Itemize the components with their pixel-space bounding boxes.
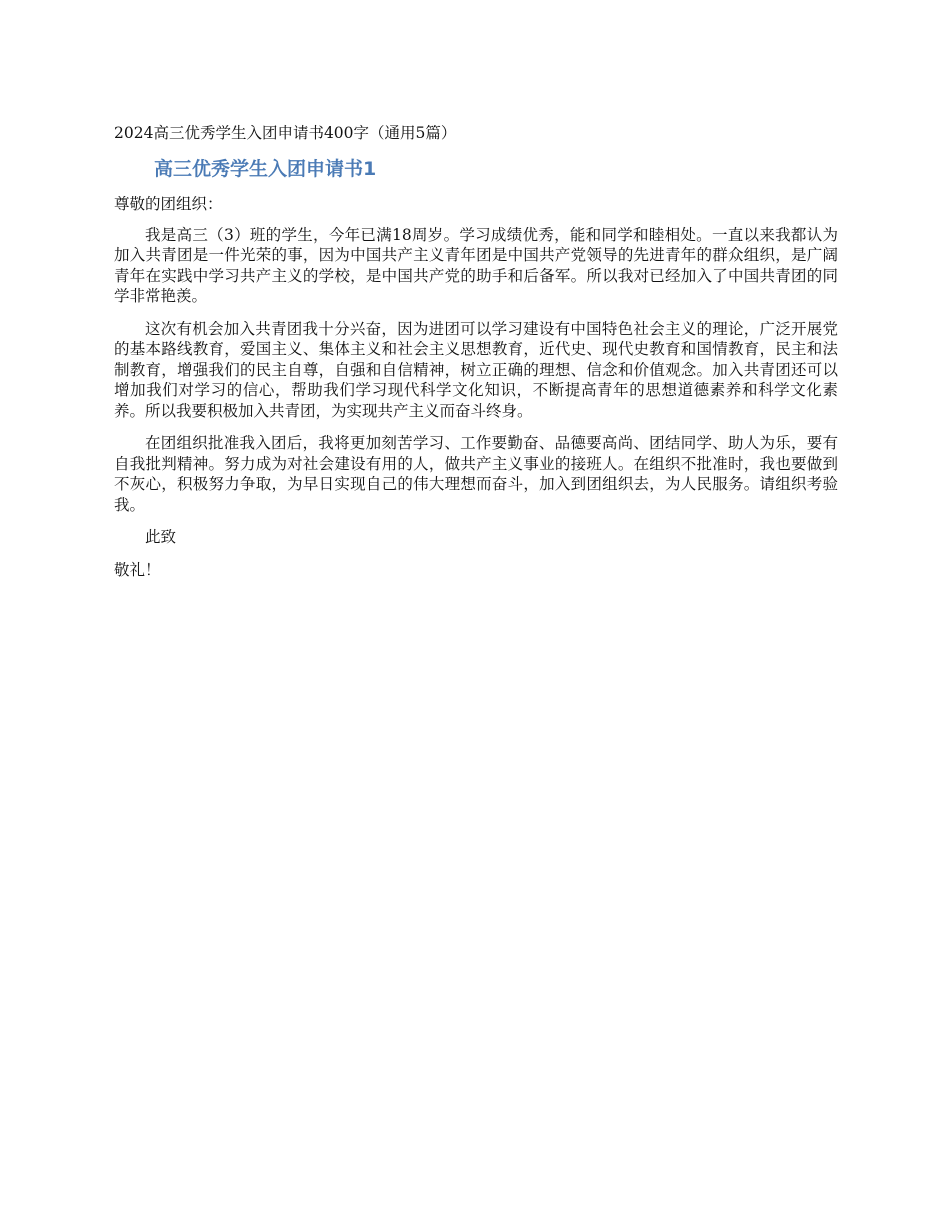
document-title: 2024高三优秀学生入团申请书400字（通用5篇） [114, 124, 457, 142]
body-paragraph-1: 我是高三（3）班的学生，今年已满18周岁。学习成绩优秀，能和同学和睦相处。一直以来我都认为加入共青团是一件光荣的事，因为中国共产主义青年团是中国共产党领导的先进青年的群众组织，是广阔青年在实践中学习共产主义的学校，是中国共产党的助手和后备军。所以我对已经加入了中国共青团的同学非常艳羡。 [114, 225, 838, 305]
document-page [114, 122, 838, 580]
regards-line: 敬礼！ [114, 560, 161, 579]
section-heading: 高三优秀学生入团申请书1 [154, 158, 377, 180]
salutation: 尊敬的团组织： [114, 195, 223, 213]
body-paragraph-3: 在团组织批准我入团后，我将更加刻苦学习、工作要勤奋、品德要高尚、团结同学、助人为乐，要有自我批判精神。努力成为对社会建设有用的人，做共产主义事业的接班人。在组织不批准时，我也要做到不灰心，积极努力争取，为早日实现自己的伟大理想而奋斗，加入到团组织去，为人民服务。请组织考验我。 [114, 434, 838, 514]
closing-line: 此致 [145, 528, 177, 546]
body-paragraph-2: 这次有机会加入共青团我十分兴奋，因为进团可以学习建设有中国特色社会主义的理论，广泛开展党的基本路线教育，爱国主义、集体主义和社会主义思想教育，近代史、现代史教育和国情教育，民主和法制教育，增强我们的民主自尊，自强和自信精神，树立正确的理想、信念和价值观念。加入共青团还可以增加我们对学习的信心，帮助我们学习现代科学文化知识，不断提高青年的思想道德素养和科学文化素养。所以我要积极加入共青团，为实现共产主义而奋斗终身。 [114, 319, 838, 420]
